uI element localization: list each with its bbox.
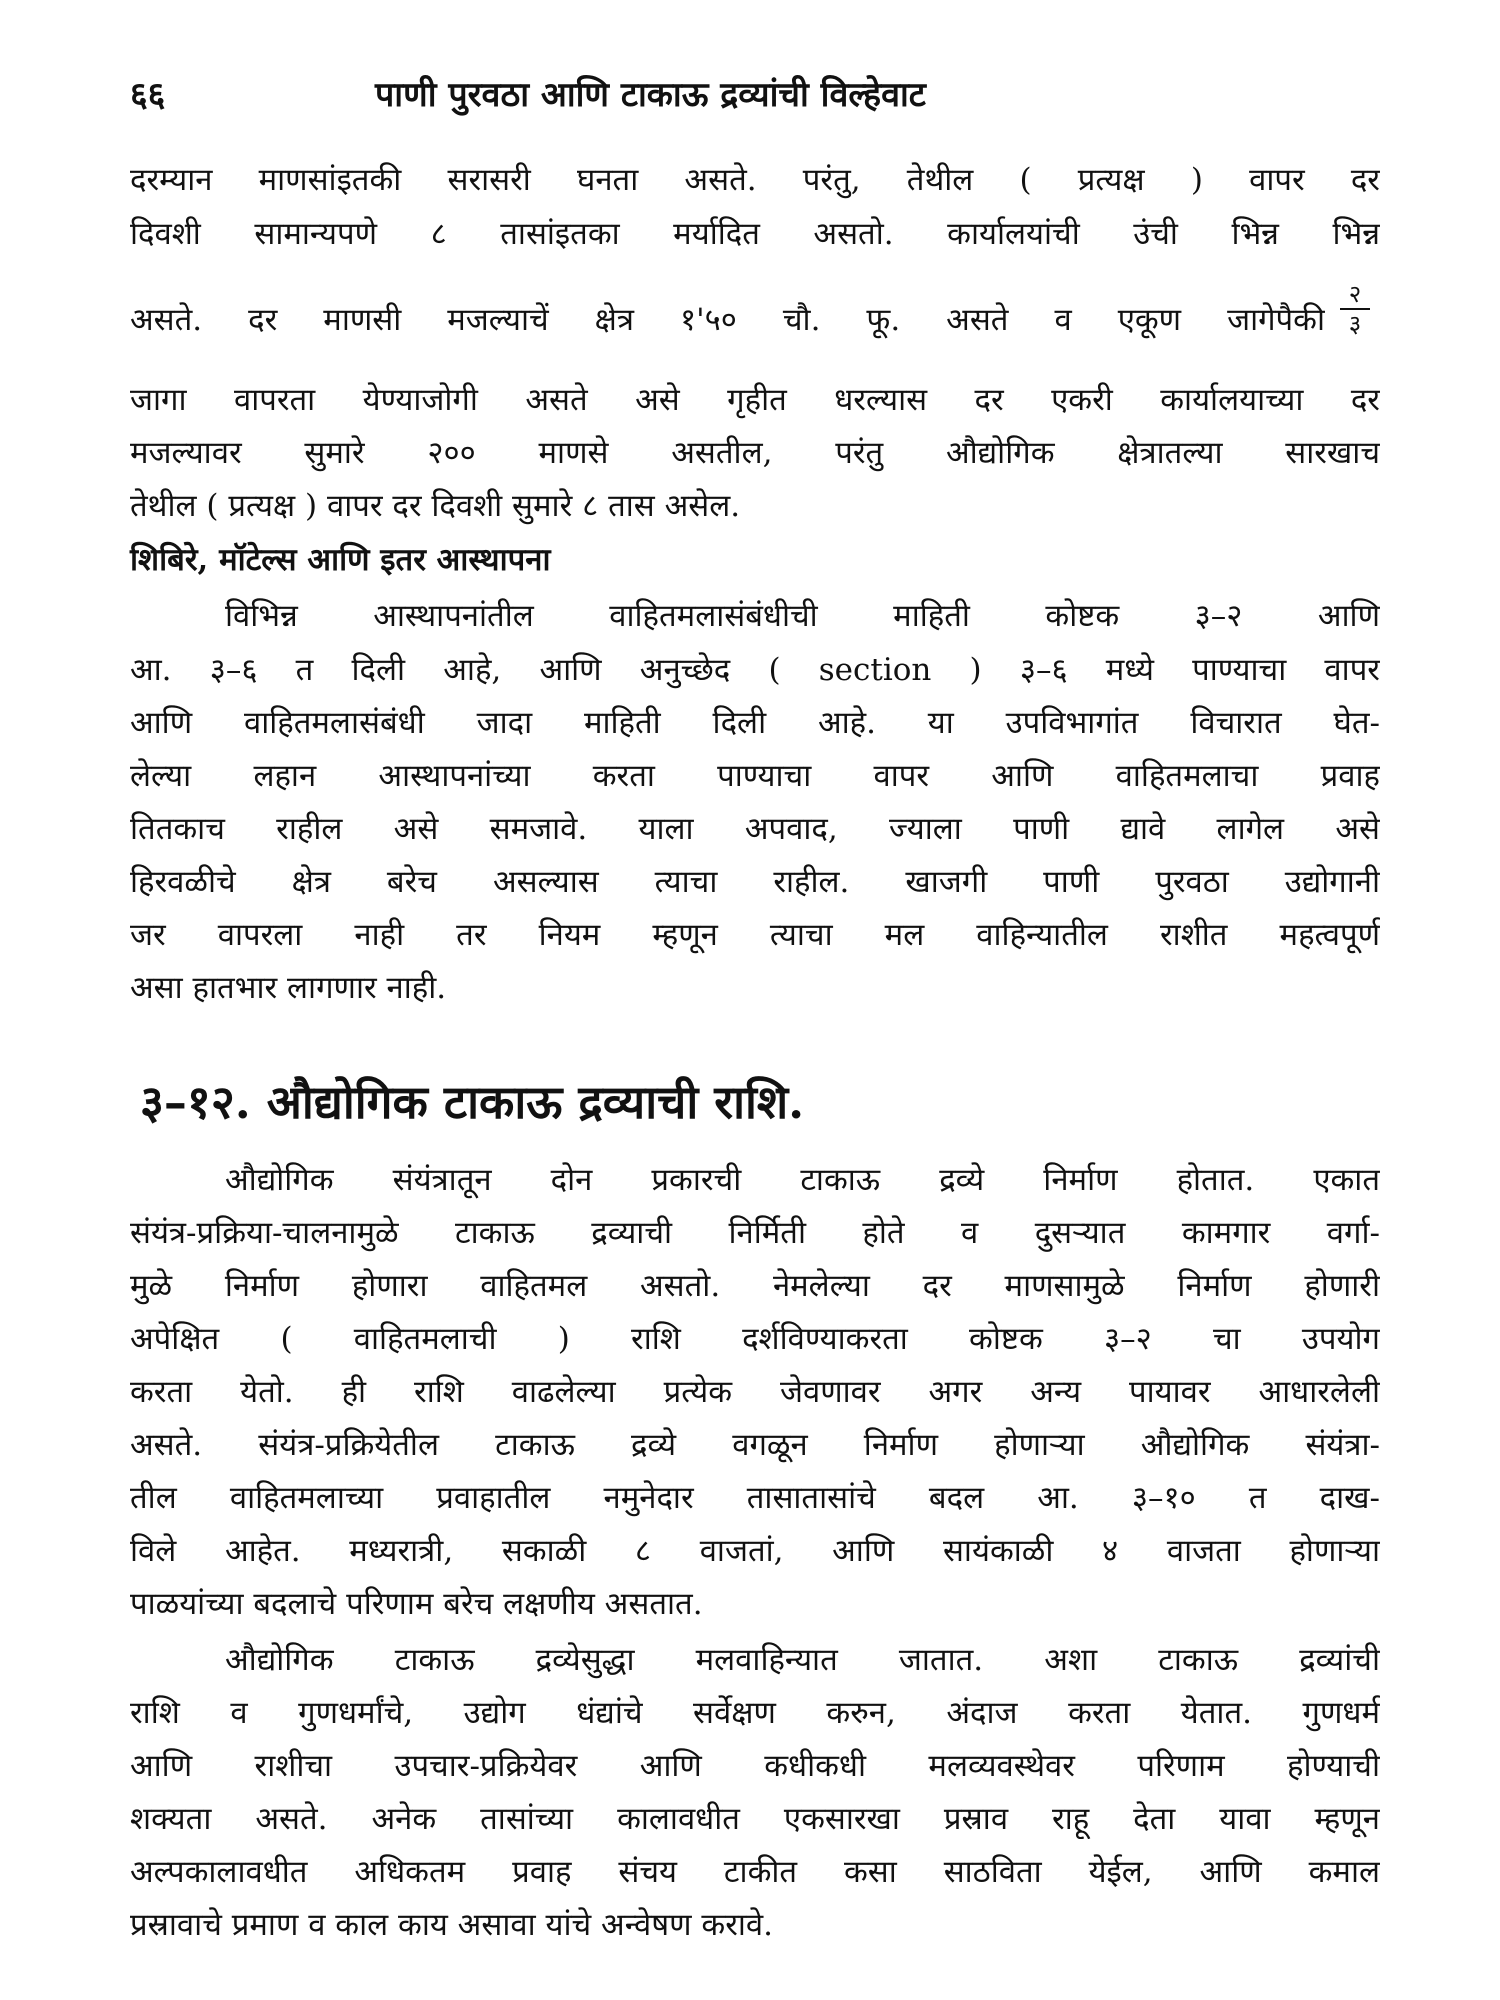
para4-line-2: राशि व गुणधर्मांचे, उद्योग धंद्यांचे सर्वेक्षण करुन, अंदाज करता येतात. गुणधर्म [130, 1695, 1380, 1731]
section-heading: ३–१२. औद्योगिक टाकाऊ द्रव्याची राशि. [140, 1075, 805, 1129]
para3-line-5: करता येतो. ही राशि वाढलेल्या प्रत्येक जेवणावर अगर अन्य पायावर आधारलेली [130, 1374, 1380, 1410]
para4-line-4: शक्यता असते. अनेक तासांच्या कालावधीत एकसारखा प्रस्राव राहू देता यावा म्हणून [130, 1801, 1380, 1837]
page-number: ६६ [130, 75, 166, 115]
para4-line-1: औद्योगिक टाकाऊ द्रव्येसुद्धा मलवाहिन्यात जातात. अशा टाकाऊ द्रव्यांची [225, 1642, 1380, 1678]
para3-line-7: तील वाहितमलाच्या प्रवाहातील नमुनेदार तासातासांचे बदल आ. ३–१० त दाख- [130, 1480, 1380, 1516]
para2-line-6: हिरवळीचे क्षेत्र बरेच असल्यास त्याचा राहील. खाजगी पाणी पुरवठा उद्योगानी [130, 864, 1380, 900]
para3-line-8: विले आहेत. मध्यरात्री, सकाळी ८ वाजतां, आणि सायंकाळी ४ वाजता होणाऱ्या [130, 1533, 1380, 1569]
para3-line-9: पाळयांच्या बदलाचे परिणाम बरेच लक्षणीय असतात. [130, 1586, 703, 1622]
para3-line-1: औद्योगिक संयंत्रातून दोन प्रकारची टाकाऊ द्रव्ये निर्माण होतात. एकात [225, 1162, 1380, 1198]
para1-line-4: जागा वापरता येण्याजोगी असते असे गृहीत धरल्यास दर एकरी कार्यालयाच्या दर [130, 382, 1380, 418]
para1-line-6: तेथील ( प्रत्यक्ष ) वापर दर दिवशी सुमारे ८ तास असेल. [130, 488, 741, 524]
para2-line-7: जर वापरला नाही तर नियम म्हणून त्याचा मल वाहिन्यातील राशीत महत्वपूर्ण [130, 917, 1380, 953]
para3-line-3: मुळे निर्माण होणारा वाहितमल असतो. नेमलेल्या दर माणसामुळे निर्माण होणारी [130, 1268, 1380, 1304]
para2-line-4: लेल्या लहान आस्थापनांच्या करता पाण्याचा वापर आणि वाहितमलाचा प्रवाह [130, 758, 1380, 794]
para4-line-3: आणि राशीचा उपचार-प्रक्रियेवर आणि कधीकधी मलव्यवस्थेवर परिणाम होण्याची [130, 1748, 1380, 1784]
para4-line-6: प्रस्रावाचे प्रमाण व काल काय असावा यांचे अन्वेषण करावे. [130, 1907, 773, 1943]
para3-line-6: असते. संयंत्र-प्रक्रियेतील टाकाऊ द्रव्ये वगळून निर्माण होणाऱ्या औद्योगिक संयंत्रा- [130, 1427, 1380, 1463]
fraction-two-thirds [1340, 282, 1370, 336]
para1-line-2: दिवशी सामान्यपणे ८ तासांइतका मर्यादित असतो. कार्यालयांची उंची भिन्न भिन्न [130, 216, 1380, 252]
para4-line-5: अल्पकालावधीत अधिकतम प्रवाह संचय टाकीत कसा साठविता येईल, आणि कमाल [130, 1854, 1380, 1890]
para2-line-2: आ. ३–६ त दिली आहे, आणि अनुच्छेद ( section ) ३–६ मध्ये पाण्याचा वापर [130, 652, 1380, 688]
page-header [130, 70, 1380, 130]
para2-line-8: असा हातभार लागणार नाही. [130, 970, 447, 1006]
para1-line-5: मजल्यावर सुमारे २०० माणसे असतील, परंतु औद्योगिक क्षेत्रातल्या सारखाच [130, 435, 1380, 471]
para1-line-3: असते. दर माणसी मजल्याचें क्षेत्र १'५० चौ. फू. असते व एकूण जागेपैकी [130, 302, 1325, 338]
subheading: शिबिरे, मॉटेल्स आणि इतर आस्थापना [130, 542, 551, 578]
fraction-numerator: २ [1348, 280, 1362, 308]
fraction-denominator: ३ [1348, 310, 1362, 338]
running-title: पाणी पुरवठा आणि टाकाऊ द्रव्यांची विल्हेवाट [375, 75, 926, 115]
para1-line-1: दरम्यान माणसांइतकी सरासरी घनता असते. परंतु, तेथील ( प्रत्यक्ष ) वापर दर [130, 162, 1380, 198]
para2-line-3: आणि वाहितमलासंबंधी जादा माहिती दिली आहे. या उपविभागांत विचारात घेत- [130, 705, 1380, 741]
para3-line-4: अपेक्षित ( वाहितमलाची ) राशि दर्शविण्याकरता कोष्टक ३–२ चा उपयोग [130, 1321, 1380, 1357]
para2-line-5: तितकाच राहील असे समजावे. याला अपवाद, ज्याला पाणी द्यावे लागेल असे [130, 811, 1380, 847]
para2-line-1: विभिन्न आस्थापनांतील वाहितमलासंबंधीची माहिती कोष्टक ३–२ आणि [225, 598, 1380, 634]
para3-line-2: संयंत्र-प्रक्रिया-चालनामुळे टाकाऊ द्रव्याची निर्मिती होते व दुसऱ्यात कामगार वर्गा- [130, 1215, 1380, 1251]
